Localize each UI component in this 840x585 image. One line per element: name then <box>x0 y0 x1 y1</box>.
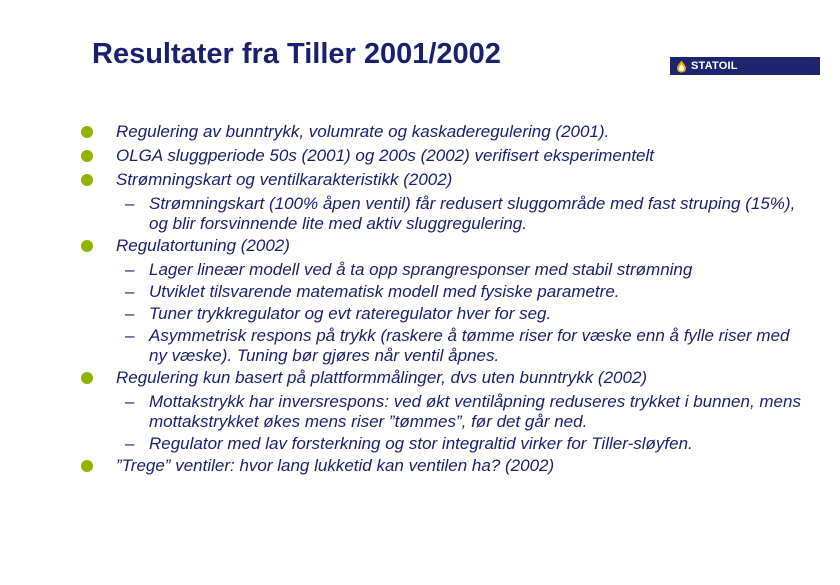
bullet-list <box>0 122 840 480</box>
bullet-dot-icon <box>81 460 93 472</box>
statoil-drop-icon <box>676 60 687 73</box>
bullet-text: Regulatortuning (2002) <box>116 236 290 255</box>
bullet-text: Regulering av bunntrykk, volumrate og kaskaderegulering (2001). <box>116 122 610 141</box>
bullet-group <box>0 456 840 476</box>
sub-bullet-text: Asymmetrisk respons på trykk (raskere å tømme riser for væske enn å fylle riser med ny væske). Tuning bør gjøres når ventil åpnes. <box>149 326 790 365</box>
bullet-item <box>0 236 840 256</box>
slide-title: Resultater fra Tiller 2001/2002 <box>92 38 501 70</box>
sub-bullet-text: Lager lineær modell ved å ta opp sprangresponser med stabil strømning <box>149 260 693 279</box>
bullet-dot-icon <box>81 372 93 384</box>
sub-bullet-text: Utviklet tilsvarende matematisk modell med fysiske parametre. <box>149 282 620 301</box>
sub-bullet-item <box>0 260 840 280</box>
sub-bullet-text: Mottakstrykk har inversrespons: ved økt ventilåpning reduseres trykket i bunnen, mens mottakstrykket økes mens riser ”tømmes”, før det går ned. <box>149 392 801 431</box>
bullet-group <box>0 146 840 166</box>
bullet-dot-icon <box>81 126 93 138</box>
bullet-text: OLGA sluggperiode 50s (2001) og 200s (2002) verifisert eksperimentelt <box>116 146 654 165</box>
bullet-dot-icon <box>81 174 93 186</box>
statoil-logo <box>670 57 820 75</box>
sub-bullet-item <box>0 304 840 324</box>
bullet-text: Strømningskart og ventilkarakteristikk (2002) <box>116 170 453 189</box>
dash-icon: – <box>125 392 135 411</box>
sub-bullet-text: Tuner trykkregulator og evt rateregulator hver for seg. <box>149 304 552 323</box>
bullet-item <box>0 146 840 166</box>
bullet-group <box>0 236 840 366</box>
bullet-text: Regulering kun basert på plattformmålinger, dvs uten bunntrykk (2002) <box>116 368 648 387</box>
bullet-dot-icon <box>81 240 93 252</box>
sub-bullet-item <box>0 282 840 302</box>
dash-icon: – <box>125 434 135 453</box>
sub-bullet-item <box>0 326 840 366</box>
bullet-group <box>0 170 840 234</box>
logo-text: STATOIL <box>691 60 738 72</box>
bullet-item <box>0 122 840 142</box>
bullet-text: ”Trege” ventiler: hvor lang lukketid kan ventilen ha? (2002) <box>116 456 555 475</box>
bullet-group <box>0 368 840 454</box>
bullet-group <box>0 122 840 142</box>
bullet-dot-icon <box>81 150 93 162</box>
sub-bullet-text: Regulator med lav forsterkning og stor integraltid virker for Tiller-sløyfen. <box>149 434 693 453</box>
sub-bullet-item <box>0 194 840 234</box>
dash-icon: – <box>125 194 135 213</box>
bullet-item <box>0 368 840 388</box>
bullet-item <box>0 170 840 190</box>
dash-icon: – <box>125 326 135 345</box>
dash-icon: – <box>125 260 135 279</box>
sub-bullet-item <box>0 434 840 454</box>
bullet-item <box>0 456 840 476</box>
sub-bullet-text: Strømningskart (100% åpen ventil) får redusert sluggområde med fast struping (15%), og blir forsvinnende lite med aktiv sluggregulering. <box>149 194 796 233</box>
sub-bullet-item <box>0 392 840 432</box>
dash-icon: – <box>125 282 135 301</box>
dash-icon: – <box>125 304 135 323</box>
